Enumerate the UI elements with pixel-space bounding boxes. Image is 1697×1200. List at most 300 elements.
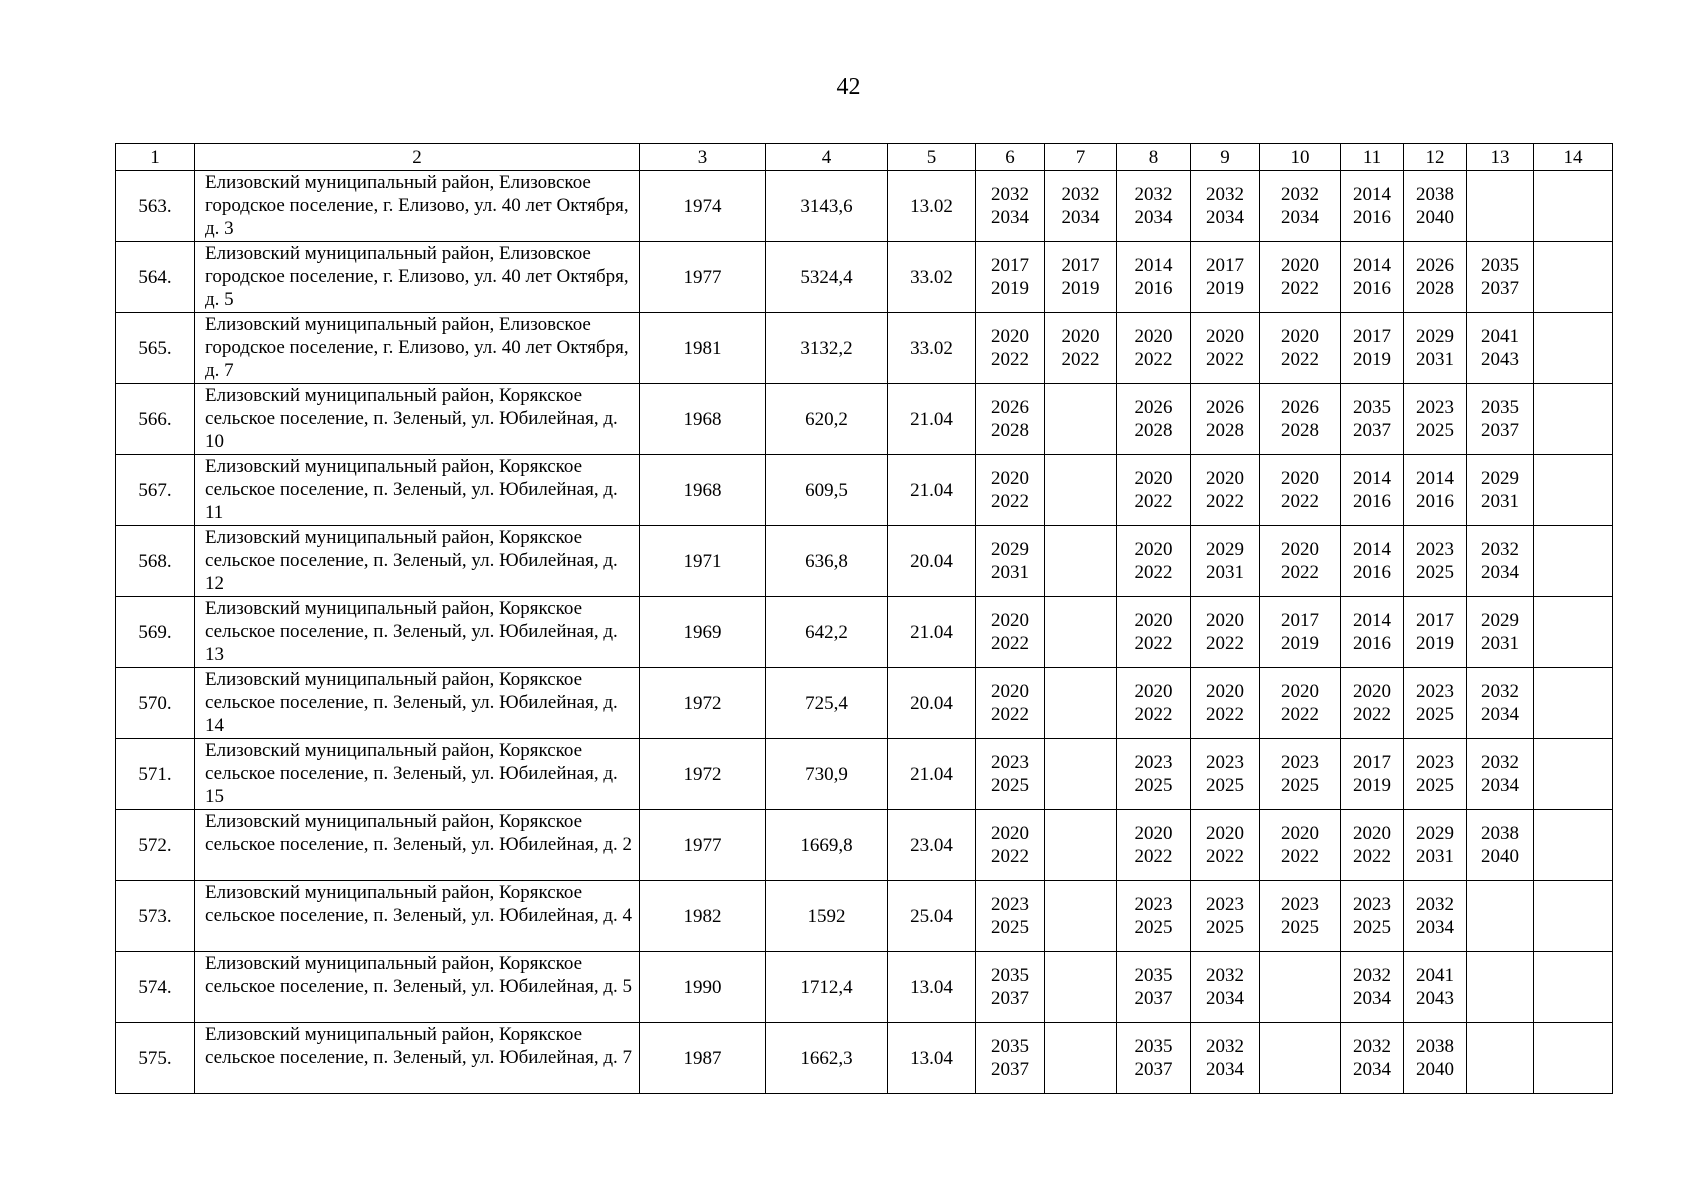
period-start-year: 2023	[1416, 681, 1454, 702]
address-cell: Елизовский муниципальный район, Корякское сельское поселение, п. Зеленый, ул. Юбилейная, д. 7	[195, 1023, 640, 1094]
period-cell-10	[1260, 952, 1341, 1023]
period-cell-8	[1117, 526, 1191, 597]
code-cell: 33.02	[888, 242, 976, 313]
period-cell-10	[1260, 171, 1341, 242]
address-cell: Елизовский муниципальный район, Корякское сельское поселение, п. Зеленый, ул. Юбилейная, д. 11	[195, 455, 640, 526]
period-cell-9	[1191, 739, 1260, 810]
period-cell-13	[1467, 384, 1534, 455]
table-row	[116, 597, 1613, 668]
area-cell: 3132,2	[766, 313, 888, 384]
header-row	[116, 144, 1613, 171]
period-end-year: 2034	[1481, 704, 1519, 725]
period-cell-6	[976, 171, 1045, 242]
period-end-year: 2022	[1206, 704, 1244, 725]
period-end-year: 2025	[991, 775, 1029, 796]
year-built-cell: 1972	[640, 739, 766, 810]
period-cell-13	[1467, 952, 1534, 1023]
period-cell-13	[1467, 171, 1534, 242]
area-cell: 1662,3	[766, 1023, 888, 1094]
period-end-year: 2022	[1206, 633, 1244, 654]
code-cell: 23.04	[888, 810, 976, 881]
row-number-cell: 571.	[116, 739, 195, 810]
row-number-cell: 569.	[116, 597, 195, 668]
table-row	[116, 242, 1613, 313]
period-cell-7	[1045, 597, 1117, 668]
period-start-year: 2020	[1281, 539, 1319, 560]
period-end-year: 2040	[1481, 846, 1519, 867]
area-cell: 620,2	[766, 384, 888, 455]
period-start-year: 2014	[1134, 255, 1173, 276]
period-cell-12	[1404, 810, 1467, 881]
period-cell-14	[1534, 384, 1613, 455]
period-end-year: 2022	[1134, 633, 1173, 654]
period-end-year: 2034	[1416, 917, 1454, 938]
period-start-year: 2035	[1481, 255, 1519, 276]
period-end-year: 2022	[1134, 562, 1173, 583]
period-cell-14	[1534, 313, 1613, 384]
period-cell-12	[1404, 1023, 1467, 1094]
period-end-year: 2031	[991, 562, 1029, 583]
period-end-year: 2043	[1481, 349, 1519, 370]
period-end-year: 2022	[991, 633, 1029, 654]
area-cell: 1712,4	[766, 952, 888, 1023]
period-start-year: 2023	[1416, 752, 1454, 773]
period-end-year: 2022	[1134, 704, 1173, 725]
period-cell-8	[1117, 384, 1191, 455]
col-header-4: 4	[766, 144, 888, 171]
period-cell-11	[1341, 952, 1404, 1023]
period-end-year: 2034	[1481, 775, 1519, 796]
period-cell-13	[1467, 739, 1534, 810]
period-start-year: 2020	[991, 681, 1029, 702]
period-start-year: 2017	[1206, 255, 1244, 276]
row-number-cell: 572.	[116, 810, 195, 881]
period-end-year: 2034	[1281, 207, 1319, 228]
code-cell: 13.04	[888, 1023, 976, 1094]
period-end-year: 2028	[1206, 420, 1244, 441]
period-end-year: 2022	[1281, 491, 1319, 512]
year-built-cell: 1974	[640, 171, 766, 242]
period-cell-7	[1045, 455, 1117, 526]
period-start-year: 2020	[1353, 823, 1391, 844]
period-end-year: 2028	[1281, 420, 1319, 441]
period-start-year: 2038	[1416, 1036, 1454, 1057]
period-end-year: 2031	[1481, 491, 1519, 512]
period-start-year: 2029	[1416, 326, 1454, 347]
period-end-year: 2025	[1281, 775, 1319, 796]
address-cell: Елизовский муниципальный район, Корякское сельское поселение, п. Зеленый, ул. Юбилейная, д. 5	[195, 952, 640, 1023]
period-cell-14	[1534, 881, 1613, 952]
period-cell-10	[1260, 526, 1341, 597]
period-end-year: 2031	[1416, 846, 1454, 867]
period-start-year: 2032	[1206, 965, 1244, 986]
row-number-cell: 566.	[116, 384, 195, 455]
period-start-year: 2020	[1281, 255, 1319, 276]
code-cell: 21.04	[888, 384, 976, 455]
table-row	[116, 455, 1613, 526]
period-start-year: 2032	[1481, 681, 1519, 702]
period-start-year: 2020	[991, 468, 1029, 489]
period-cell-14	[1534, 1023, 1613, 1094]
period-end-year: 2016	[1353, 207, 1391, 228]
table-row	[116, 881, 1613, 952]
period-start-year: 2032	[991, 184, 1029, 205]
period-start-year: 2035	[1481, 397, 1519, 418]
address-cell: Елизовский муниципальный район, Корякское сельское поселение, п. Зеленый, ул. Юбилейная, д. 14	[195, 668, 640, 739]
period-start-year: 2014	[1353, 184, 1391, 205]
period-start-year: 2020	[1281, 468, 1319, 489]
period-start-year: 2020	[1206, 326, 1244, 347]
period-end-year: 2019	[1353, 775, 1391, 796]
table-row	[116, 171, 1613, 242]
period-cell-9	[1191, 1023, 1260, 1094]
period-end-year: 2040	[1416, 1059, 1454, 1080]
period-cell-12	[1404, 952, 1467, 1023]
period-start-year: 2029	[1481, 610, 1519, 631]
year-built-cell: 1972	[640, 668, 766, 739]
col-header-11: 11	[1341, 144, 1404, 171]
year-built-cell: 1968	[640, 455, 766, 526]
table-row	[116, 1023, 1613, 1094]
address-cell: Елизовский муниципальный район, Елизовское городское поселение, г. Елизово, ул. 40 лет Октября, д. 5	[195, 242, 640, 313]
period-start-year: 2026	[1206, 397, 1244, 418]
area-cell: 636,8	[766, 526, 888, 597]
row-number-cell: 574.	[116, 952, 195, 1023]
period-start-year: 2029	[1416, 823, 1454, 844]
period-end-year: 2034	[1481, 562, 1519, 583]
year-built-cell: 1969	[640, 597, 766, 668]
period-start-year: 2020	[1206, 610, 1244, 631]
period-cell-10	[1260, 455, 1341, 526]
period-start-year: 2032	[1353, 965, 1391, 986]
period-end-year: 2019	[1281, 633, 1319, 654]
period-end-year: 2034	[1061, 207, 1100, 228]
period-cell-9	[1191, 313, 1260, 384]
period-end-year: 2022	[1134, 491, 1173, 512]
row-number-cell: 564.	[116, 242, 195, 313]
address-cell: Елизовский муниципальный район, Корякское сельское поселение, п. Зеленый, ул. Юбилейная, д. 4	[195, 881, 640, 952]
period-cell-7	[1045, 384, 1117, 455]
period-cell-12	[1404, 526, 1467, 597]
period-end-year: 2022	[991, 349, 1029, 370]
period-cell-14	[1534, 668, 1613, 739]
period-start-year: 2035	[991, 1036, 1029, 1057]
period-cell-9	[1191, 526, 1260, 597]
period-start-year: 2014	[1353, 610, 1391, 631]
period-start-year: 2020	[1206, 681, 1244, 702]
period-start-year: 2038	[1416, 184, 1454, 205]
period-start-year: 2032	[1206, 1036, 1244, 1057]
period-cell-14	[1534, 171, 1613, 242]
period-start-year: 2023	[991, 752, 1029, 773]
period-start-year: 2029	[1481, 468, 1519, 489]
table-body	[116, 171, 1613, 1094]
period-cell-8	[1117, 1023, 1191, 1094]
period-cell-7	[1045, 739, 1117, 810]
period-cell-10	[1260, 739, 1341, 810]
code-cell: 21.04	[888, 739, 976, 810]
year-built-cell: 1990	[640, 952, 766, 1023]
period-cell-12	[1404, 881, 1467, 952]
period-start-year: 2035	[1353, 397, 1391, 418]
period-cell-9	[1191, 952, 1260, 1023]
period-cell-6	[976, 810, 1045, 881]
col-header-5: 5	[888, 144, 976, 171]
period-start-year: 2020	[1281, 326, 1319, 347]
year-built-cell: 1968	[640, 384, 766, 455]
period-start-year: 2020	[1281, 823, 1319, 844]
code-cell: 20.04	[888, 668, 976, 739]
address-cell: Елизовский муниципальный район, Елизовское городское поселение, г. Елизово, ул. 40 лет Октября, д. 7	[195, 313, 640, 384]
period-start-year: 2023	[1134, 894, 1173, 915]
period-start-year: 2032	[1481, 752, 1519, 773]
period-end-year: 2025	[1134, 917, 1173, 938]
period-cell-6	[976, 384, 1045, 455]
address-cell: Елизовский муниципальный район, Корякское сельское поселение, п. Зеленый, ул. Юбилейная, д. 15	[195, 739, 640, 810]
area-cell: 730,9	[766, 739, 888, 810]
period-cell-12	[1404, 171, 1467, 242]
period-start-year: 2014	[1353, 468, 1391, 489]
period-cell-13	[1467, 526, 1534, 597]
period-end-year: 2037	[1134, 988, 1173, 1009]
period-end-year: 2028	[1134, 420, 1173, 441]
period-cell-11	[1341, 455, 1404, 526]
period-start-year: 2023	[1206, 894, 1244, 915]
period-start-year: 2032	[1061, 184, 1100, 205]
period-cell-12	[1404, 739, 1467, 810]
code-cell: 13.02	[888, 171, 976, 242]
table-row	[116, 739, 1613, 810]
period-start-year: 2023	[1206, 752, 1244, 773]
period-cell-6	[976, 881, 1045, 952]
period-cell-14	[1534, 739, 1613, 810]
area-cell: 1669,8	[766, 810, 888, 881]
period-end-year: 2037	[991, 988, 1029, 1009]
area-cell: 725,4	[766, 668, 888, 739]
period-end-year: 2016	[1353, 278, 1391, 299]
table-row	[116, 313, 1613, 384]
period-start-year: 2014	[1416, 468, 1454, 489]
period-start-year: 2017	[991, 255, 1029, 276]
period-cell-13	[1467, 455, 1534, 526]
period-start-year: 2032	[1134, 184, 1173, 205]
period-end-year: 2034	[1353, 1059, 1391, 1080]
period-cell-9	[1191, 455, 1260, 526]
period-end-year: 2019	[1061, 278, 1100, 299]
period-start-year: 2023	[1281, 752, 1319, 773]
period-end-year: 2025	[1134, 775, 1173, 796]
period-end-year: 2016	[1134, 278, 1173, 299]
period-cell-7	[1045, 1023, 1117, 1094]
period-start-year: 2026	[1416, 255, 1454, 276]
period-start-year: 2023	[991, 894, 1029, 915]
period-start-year: 2020	[1134, 681, 1173, 702]
period-cell-6	[976, 668, 1045, 739]
housing-registry-table	[115, 143, 1613, 1094]
period-end-year: 2040	[1416, 207, 1454, 228]
period-start-year: 2020	[991, 326, 1029, 347]
period-end-year: 2022	[991, 704, 1029, 725]
period-start-year: 2020	[1206, 468, 1244, 489]
period-cell-11	[1341, 526, 1404, 597]
period-cell-11	[1341, 597, 1404, 668]
period-end-year: 2034	[1206, 988, 1244, 1009]
period-end-year: 2019	[1353, 349, 1391, 370]
period-end-year: 2022	[991, 846, 1029, 867]
period-cell-12	[1404, 597, 1467, 668]
period-start-year: 2017	[1353, 326, 1391, 347]
period-cell-13	[1467, 1023, 1534, 1094]
period-end-year: 2025	[1281, 917, 1319, 938]
period-start-year: 2020	[1134, 823, 1173, 844]
address-cell: Елизовский муниципальный район, Корякское сельское поселение, п. Зеленый, ул. Юбилейная, д. 2	[195, 810, 640, 881]
code-cell: 21.04	[888, 455, 976, 526]
period-end-year: 2034	[1206, 1059, 1244, 1080]
period-end-year: 2022	[1281, 846, 1319, 867]
period-cell-8	[1117, 597, 1191, 668]
area-cell: 1592	[766, 881, 888, 952]
period-cell-14	[1534, 526, 1613, 597]
period-end-year: 2034	[991, 207, 1029, 228]
period-cell-10	[1260, 881, 1341, 952]
period-cell-6	[976, 952, 1045, 1023]
row-number-cell: 565.	[116, 313, 195, 384]
code-cell: 20.04	[888, 526, 976, 597]
period-start-year: 2026	[991, 397, 1029, 418]
period-start-year: 2032	[1481, 539, 1519, 560]
period-end-year: 2028	[1416, 278, 1454, 299]
col-header-12: 12	[1404, 144, 1467, 171]
period-end-year: 2034	[1134, 207, 1173, 228]
period-cell-11	[1341, 810, 1404, 881]
col-header-14: 14	[1534, 144, 1613, 171]
period-cell-12	[1404, 242, 1467, 313]
period-start-year: 2029	[991, 539, 1029, 560]
address-cell: Елизовский муниципальный район, Корякское сельское поселение, п. Зеленый, ул. Юбилейная, д. 10	[195, 384, 640, 455]
table-row	[116, 810, 1613, 881]
period-start-year: 2020	[1281, 681, 1319, 702]
period-cell-8	[1117, 810, 1191, 881]
row-number-cell: 567.	[116, 455, 195, 526]
period-start-year: 2032	[1353, 1036, 1391, 1057]
period-cell-13	[1467, 810, 1534, 881]
area-cell: 3143,6	[766, 171, 888, 242]
period-start-year: 2023	[1281, 894, 1319, 915]
period-cell-13	[1467, 668, 1534, 739]
period-start-year: 2020	[1353, 681, 1391, 702]
period-start-year: 2026	[1134, 397, 1173, 418]
period-end-year: 2025	[1353, 917, 1391, 938]
period-cell-11	[1341, 313, 1404, 384]
col-header-9: 9	[1191, 144, 1260, 171]
period-end-year: 2034	[1353, 988, 1391, 1009]
period-start-year: 2014	[1353, 539, 1391, 560]
period-start-year: 2020	[991, 610, 1029, 631]
period-end-year: 2022	[1281, 349, 1319, 370]
period-end-year: 2037	[991, 1059, 1029, 1080]
year-built-cell: 1977	[640, 242, 766, 313]
period-end-year: 2037	[1134, 1059, 1173, 1080]
period-start-year: 2023	[1416, 397, 1454, 418]
table-row	[116, 668, 1613, 739]
period-start-year: 2020	[1134, 610, 1173, 631]
period-start-year: 2017	[1416, 610, 1454, 631]
period-cell-14	[1534, 242, 1613, 313]
period-cell-6	[976, 455, 1045, 526]
period-cell-6	[976, 242, 1045, 313]
col-header-7: 7	[1045, 144, 1117, 171]
area-cell: 609,5	[766, 455, 888, 526]
period-cell-14	[1534, 810, 1613, 881]
period-cell-10	[1260, 668, 1341, 739]
row-number-cell: 573.	[116, 881, 195, 952]
period-cell-14	[1534, 952, 1613, 1023]
period-cell-11	[1341, 171, 1404, 242]
period-end-year: 2025	[1416, 704, 1454, 725]
period-start-year: 2020	[1061, 326, 1100, 347]
period-end-year: 2037	[1353, 420, 1391, 441]
period-end-year: 2022	[1281, 278, 1319, 299]
row-number-cell: 568.	[116, 526, 195, 597]
period-end-year: 2016	[1353, 633, 1391, 654]
period-end-year: 2028	[991, 420, 1029, 441]
address-cell: Елизовский муниципальный район, Елизовское городское поселение, г. Елизово, ул. 40 лет Октября, д. 3	[195, 171, 640, 242]
period-start-year: 2029	[1206, 539, 1244, 560]
year-built-cell: 1982	[640, 881, 766, 952]
period-end-year: 2022	[1281, 704, 1319, 725]
period-cell-7	[1045, 668, 1117, 739]
period-end-year: 2022	[991, 491, 1029, 512]
period-cell-7	[1045, 881, 1117, 952]
period-end-year: 2025	[1416, 562, 1454, 583]
period-cell-9	[1191, 171, 1260, 242]
period-start-year: 2023	[1134, 752, 1173, 773]
period-end-year: 2037	[1481, 420, 1519, 441]
period-start-year: 2035	[1134, 965, 1173, 986]
period-end-year: 2025	[1206, 917, 1244, 938]
code-cell: 21.04	[888, 597, 976, 668]
col-header-6: 6	[976, 144, 1045, 171]
period-start-year: 2017	[1353, 752, 1391, 773]
period-end-year: 2031	[1416, 349, 1454, 370]
period-start-year: 2032	[1281, 184, 1319, 205]
period-cell-9	[1191, 668, 1260, 739]
period-cell-12	[1404, 455, 1467, 526]
period-cell-9	[1191, 881, 1260, 952]
period-end-year: 2022	[1206, 846, 1244, 867]
period-cell-9	[1191, 384, 1260, 455]
period-start-year: 2038	[1481, 823, 1519, 844]
page-number: 42	[836, 74, 861, 100]
period-start-year: 2023	[1353, 894, 1391, 915]
period-cell-9	[1191, 810, 1260, 881]
row-number-cell: 570.	[116, 668, 195, 739]
address-cell: Елизовский муниципальный район, Корякское сельское поселение, п. Зеленый, ул. Юбилейная, д. 12	[195, 526, 640, 597]
period-start-year: 2023	[1416, 539, 1454, 560]
period-cell-6	[976, 526, 1045, 597]
period-start-year: 2020	[1134, 539, 1173, 560]
period-cell-9	[1191, 597, 1260, 668]
table-row	[116, 384, 1613, 455]
period-cell-8	[1117, 668, 1191, 739]
period-cell-10	[1260, 1023, 1341, 1094]
table-row	[116, 526, 1613, 597]
period-cell-8	[1117, 455, 1191, 526]
period-end-year: 2043	[1416, 988, 1454, 1009]
period-cell-8	[1117, 739, 1191, 810]
period-cell-10	[1260, 384, 1341, 455]
col-header-2: 2	[195, 144, 640, 171]
